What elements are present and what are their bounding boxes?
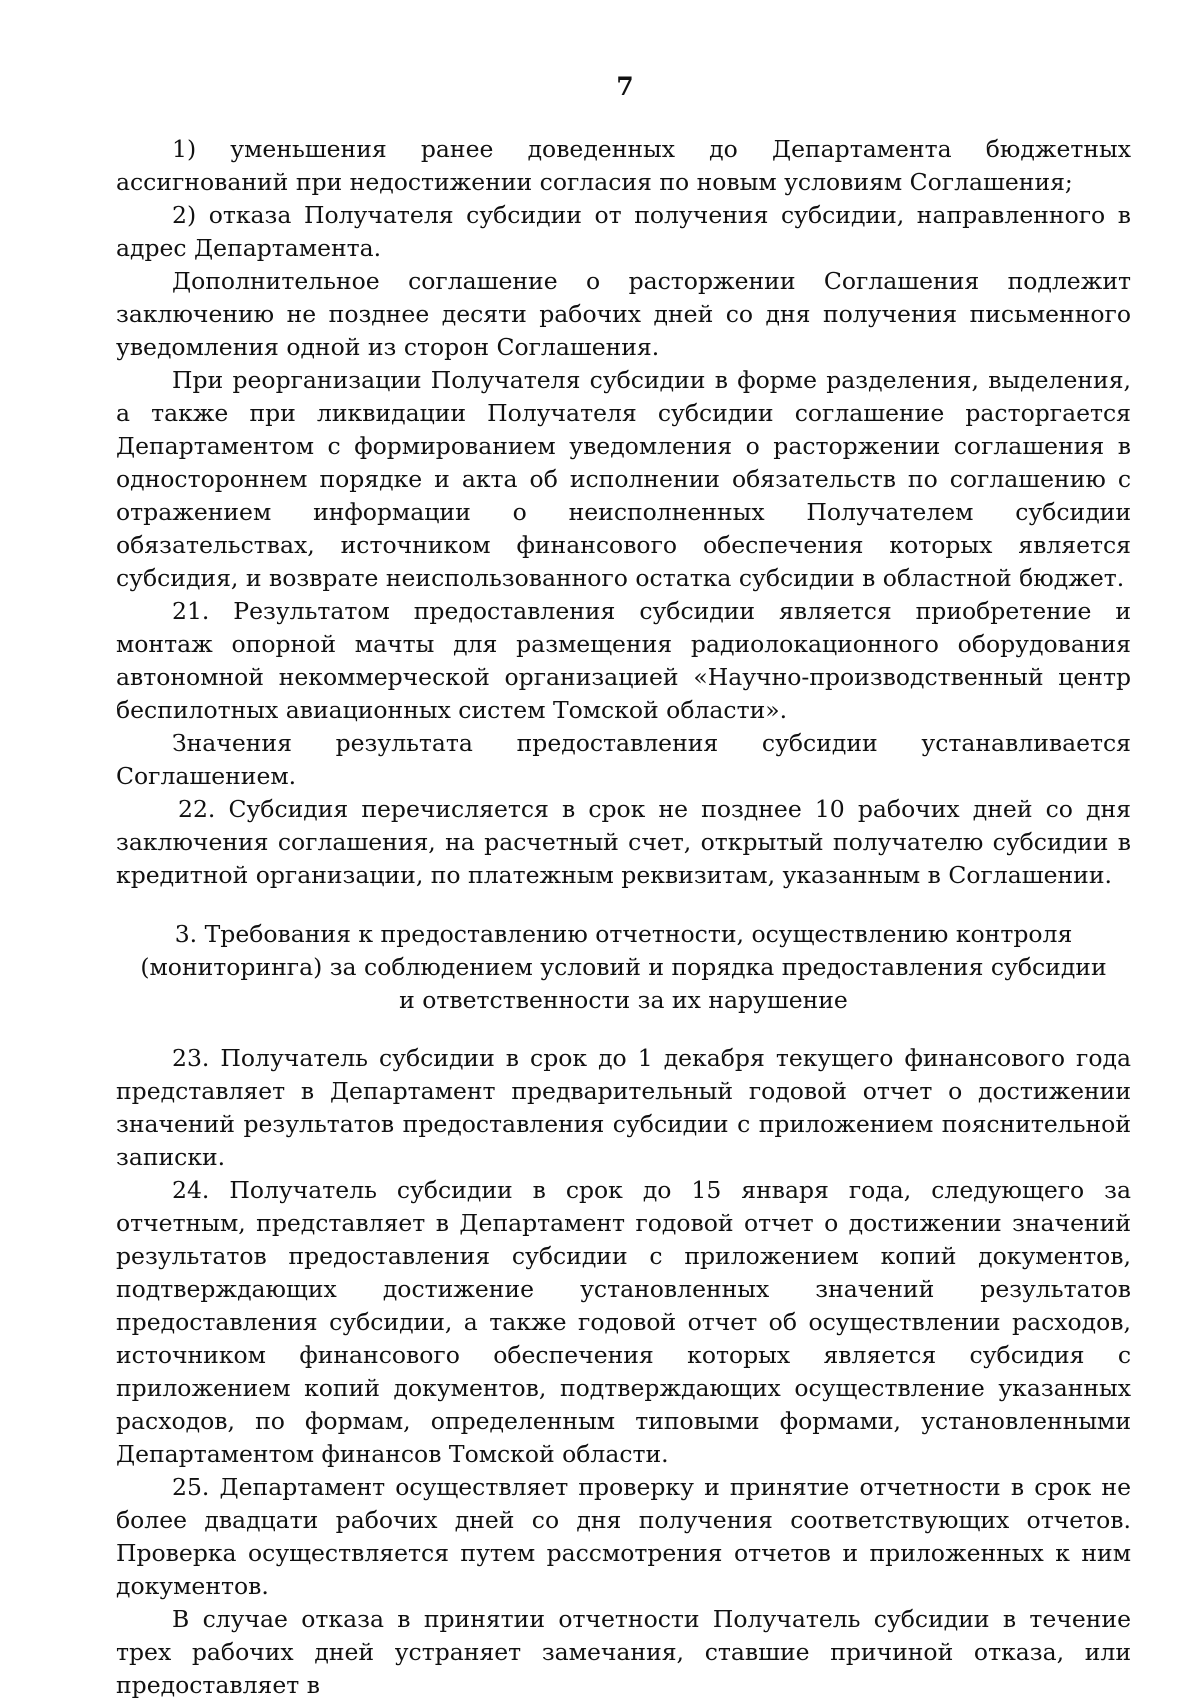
- paragraph-reason-1: 1) уменьшения ранее доведенных до Департамента бюджетных ассигнований при недостижении согласия по новым условиям Соглашения;: [116, 135, 1131, 196]
- paragraph-reorganization: При реорганизации Получателя субсидии в форме разделения, выделения, а также при ликвидации Получателя субсидии соглашение расторгается Департаментом с формированием уведомления о расторжении соглашения в одностороннем порядке и акта об исполнении обязательств по соглашению с отражением информации о неисполненных Получателем субсидии обязательствах, источником финансового обеспечения которых является субсидия, и возврате неиспользованного остатка субсидии в областной бюджет.: [116, 366, 1131, 592]
- paragraph-result-values: Значения результата предоставления субсидии устанавливается Соглашением.: [116, 729, 1131, 790]
- document-body: [116, 133, 1131, 1702]
- paragraph-additional-agreement: Дополнительное соглашение о расторжении Соглашения подлежит заключению не позднее десяти рабочих дней со дня получения письменного уведомления одной из сторон Соглашения.: [116, 267, 1131, 361]
- page-number: 7: [616, 72, 634, 101]
- section-heading-line-2: (мониторинга) за соблюдением условий и порядка предоставления субсидии: [140, 953, 1107, 981]
- paragraph-item-22: 22. Субсидия перечисляется в срок не позднее 10 рабочих дней со дня заключения соглашения, на расчетный счет, открытый получателю субсидии в кредитной организации, по платежным реквизитам, указанным в Соглашении.: [116, 795, 1131, 889]
- section-heading: [116, 918, 1131, 1017]
- paragraph-refusal: В случае отказа в принятии отчетности Получатель субсидии в течение трех рабочих дней устраняет замечания, ставшие причиной отказа, или предоставляет в: [116, 1605, 1131, 1699]
- paragraph-reason-2: 2) отказа Получателя субсидии от получения субсидии, направленного в адрес Департамента.: [116, 201, 1131, 262]
- paragraph-item-23: 23. Получатель субсидии в срок до 1 декабря текущего финансового года представляет в Департамент предварительный годовой отчет о достижении значений результатов предоставления субсидии с приложением пояснительной записки.: [116, 1044, 1131, 1171]
- section-heading-line-3: и ответственности за их нарушение: [399, 986, 848, 1014]
- paragraph-item-24: 24. Получатель субсидии в срок до 15 января года, следующего за отчетным, представляет в Департамент годовой отчет о достижении значений результатов предоставления субсидии с приложением копий документов, подтверждающих достижение установленных значений результатов предоставления субсидии, а также годовой отчет об осуществлении расходов, источником финансового обеспечения которых является субсидия с приложением копий документов, подтверждающих осуществление указанных расходов, по формам, определенным типовыми формами, установленными Департаментом финансов Томской области.: [116, 1176, 1131, 1468]
- paragraph-item-25: 25. Департамент осуществляет проверку и принятие отчетности в срок не более двадцати рабочих дней со дня получения соответствующих отчетов. Проверка осуществляется путем рассмотрения отчетов и приложенных к ним документов.: [116, 1473, 1131, 1600]
- section-heading-line-1: 3. Требования к предоставлению отчетности, осуществлению контроля: [174, 920, 1073, 948]
- paragraph-item-21: 21. Результатом предоставления субсидии является приобретение и монтаж опорной мачты для размещения радиолокационного оборудования автономной некоммерческой организацией «Научно-производственный центр беспилотных авиационных систем Томской области».: [116, 597, 1131, 724]
